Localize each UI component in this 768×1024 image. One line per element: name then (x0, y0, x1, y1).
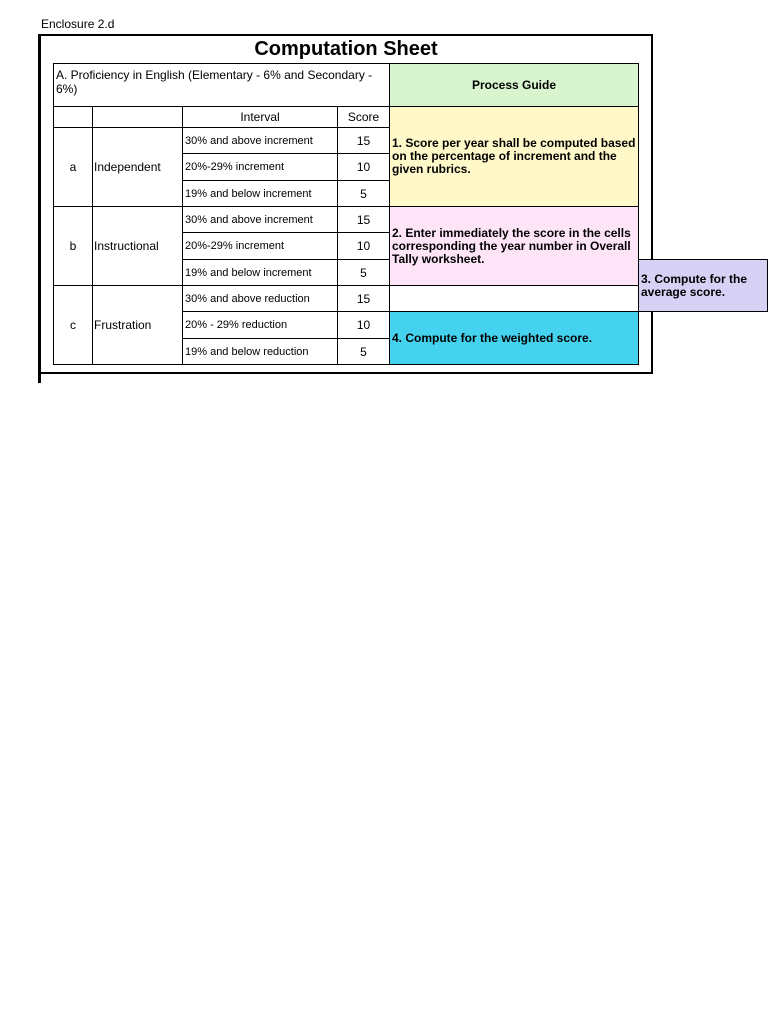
score-cell[interactable]: 10 (338, 154, 390, 181)
guide-step-1-cell[interactable] (390, 107, 639, 207)
interval-cell[interactable]: 30% and above reduction (183, 286, 338, 312)
group-level-independent[interactable]: Independent (93, 128, 183, 207)
score-header-cell[interactable] (338, 107, 390, 128)
group-letter-a[interactable]: a (54, 128, 93, 207)
score-cell[interactable]: 5 (338, 339, 390, 365)
blank-header-cell[interactable] (93, 107, 183, 128)
group-letter-b[interactable]: b (54, 207, 93, 286)
page-title: Computation Sheet (254, 38, 438, 60)
enclosure-label: Enclosure 2.d (41, 17, 115, 31)
guide-step-2: 2. Enter immediately the score in the cells corresponding the year number in Overall Tally worksheet. (392, 225, 631, 266)
interval-cell[interactable]: 20%-29% increment (183, 233, 338, 260)
score-cell[interactable]: 15 (338, 286, 390, 312)
group-letter-c[interactable]: c (54, 286, 93, 365)
score-header: Score (347, 110, 380, 124)
score-cell[interactable]: 15 (338, 207, 390, 233)
blank-header-cell[interactable] (54, 107, 93, 128)
computation-table (53, 63, 768, 365)
interval-cell[interactable]: 30% and above increment (183, 128, 338, 154)
group-level-instructional[interactable]: Instructional (93, 207, 183, 286)
guide-step-3-cell[interactable] (639, 260, 768, 312)
section-title: A. Proficiency in English (Elementary - 6% and Secondary - 6%) (56, 68, 373, 96)
interval-cell[interactable]: 20%-29% increment (183, 154, 338, 181)
score-cell[interactable]: 5 (338, 260, 390, 286)
section-title-cell[interactable] (54, 64, 390, 107)
process-guide-header-cell[interactable] (390, 64, 639, 107)
guide-step-4: 4. Compute for the weighted score. (392, 330, 593, 345)
interval-cell[interactable]: 19% and below reduction (183, 339, 338, 365)
process-guide-header: Process Guide (471, 78, 557, 92)
interval-cell[interactable]: 30% and above increment (183, 207, 338, 233)
score-cell[interactable]: 5 (338, 181, 390, 207)
score-cell[interactable]: 10 (338, 312, 390, 339)
interval-header-cell[interactable] (183, 107, 338, 128)
score-cell[interactable]: 10 (338, 233, 390, 260)
interval-cell[interactable]: 20% - 29% reduction (183, 312, 338, 339)
score-cell[interactable]: 15 (338, 128, 390, 154)
interval-cell[interactable]: 19% and below increment (183, 181, 338, 207)
group-level-frustration[interactable]: Frustration (93, 286, 183, 365)
guide-step-3: 3. Compute for the average score. (641, 271, 748, 299)
guide-step-2-cell[interactable] (390, 207, 639, 286)
interval-cell[interactable]: 19% and below increment (183, 260, 338, 286)
interval-header: Interval (240, 110, 280, 124)
guide-step-1: 1. Score per year shall be computed based on the percentage of increment and the given rubrics. (392, 136, 636, 176)
guide-step-4-cell[interactable] (390, 312, 639, 365)
